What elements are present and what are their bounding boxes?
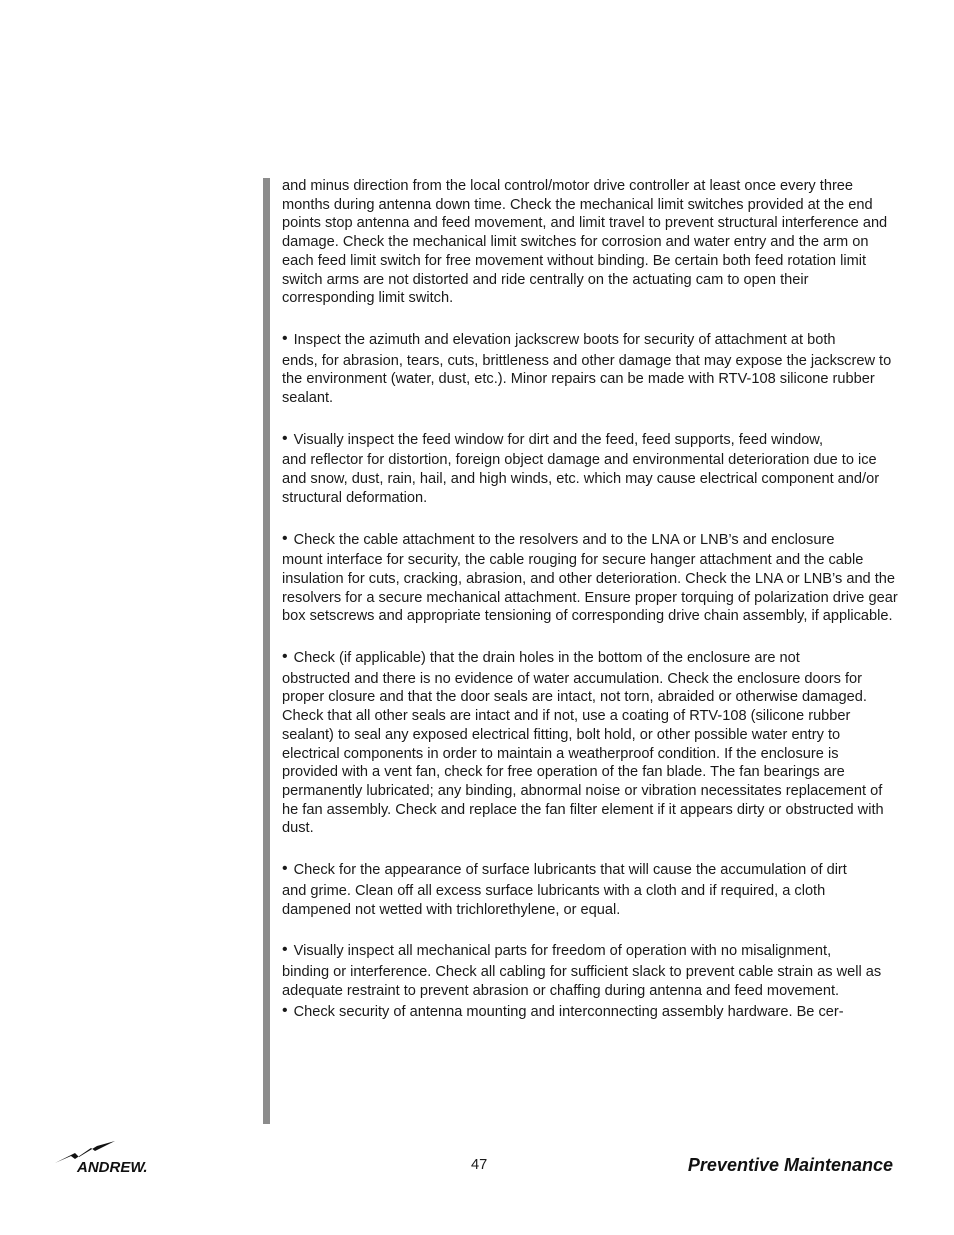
bullet-item-6: • Visually inspect all mechanical parts for freedom of operation with no misalignment, binding or interference. Check all cabling for sufficient slack to prevent cable strain as well as adequate restraint to prevent abrasion or chaffing during antenna and feed movement.	[282, 941, 882, 999]
bullet-icon: •	[282, 1002, 288, 1020]
bullet-item-4: • Check (if applicable) that the drain holes in the bottom of the enclosure are not obstructed and there is no evidence of water accumulation. Check the enclosure doors for proper closure and that the door seals are intact, not torn, abraided or otherwise damaged. Check that all other seals are intact and if not, use a coating of RTV-108 (silicone rubber sealant) to seal any exposed electrical fitting, bolt hold, or other possible water entry to electrical components in order to maintain a weatherproof condition. If the enclosure is provided with a vent fan, check for free operation of the fan blade. The fan bearings are permanently lubricated; any binding, abnormal noise or vibration necessitates replacement of he fan assembly. Check and replace the fan filter element if it appears dirty or obstructed with dust.	[282, 648, 884, 837]
bullet-icon: •	[282, 429, 288, 447]
bullet-item-1: • Inspect the azimuth and elevation jackscrew boots for security of attachment at both ends, for abrasion, tears, cuts, brittleness and other damage that may expose the jackscrew to the environment (water, dust, etc.). Minor repairs can be made with RTV-108 silicone rubber sealant.	[282, 329, 892, 407]
bullet-icon: •	[282, 941, 288, 959]
logo-wordmark: ANDREW.	[77, 1159, 148, 1175]
bullet-icon: •	[282, 529, 288, 547]
bullet-item-3: • Check the cable attachment to the resolvers and to the LNA or LNB’s and enclosure mount interface for security, the cable rouging for secure hanger attachment and the cable insulation for cuts, cracking, abrasion, and other deterioration. Check the LNA or LNB’s and the resolvers for a secure mechanical attachment. Ensure proper torquing of polarization drive gear box setscrews and appropriate tensioning of corresponding drive chain assembly, if applicable.	[282, 529, 898, 625]
andrew-logo	[55, 1141, 170, 1175]
section-title: Preventive Maintenance	[687, 1155, 893, 1175]
bullet-icon: •	[282, 860, 288, 878]
intro-paragraph: and minus direction from the local control/motor drive controller at least once every three months during antenna down time. Check the mechanical limit switches provided at the end points stop antenna and feed movement, and limit travel to prevent structural interference and damage. Check the mechanical limit switches for corrosion and water entry and the arm on each feed limit switch for free movement without binding. Be certain both feed rotation limit switch arms are not distorted and ride centrally on the actuating cam to open their corresponding limit switch.	[282, 178, 888, 307]
bullet-icon: •	[282, 648, 288, 666]
bullet-item-5: • Check for the appearance of surface lubricants that will cause the accumulation of dirt and grime. Clean off all excess surface lubricants with a cloth and if required, a cloth dampened not wetted with trichlorethylene, or equal.	[282, 860, 847, 918]
bullet-icon: •	[282, 329, 288, 347]
bullet-item-7: • Check security of antenna mounting and interconnecting assembly hardware. Be cer-	[282, 1002, 844, 1021]
bullet-item-2: • Visually inspect the feed window for dirt and the feed, feed supports, feed window, and reflector for distortion, foreign object damage and environmental deterioration due to ice and snow, dust, rain, hail, and high winds, etc. which may cause electrical component and/or structural deformation.	[282, 429, 880, 506]
change-bar	[263, 178, 270, 1124]
page-number: 47	[471, 1157, 488, 1173]
body-text	[282, 177, 898, 1045]
